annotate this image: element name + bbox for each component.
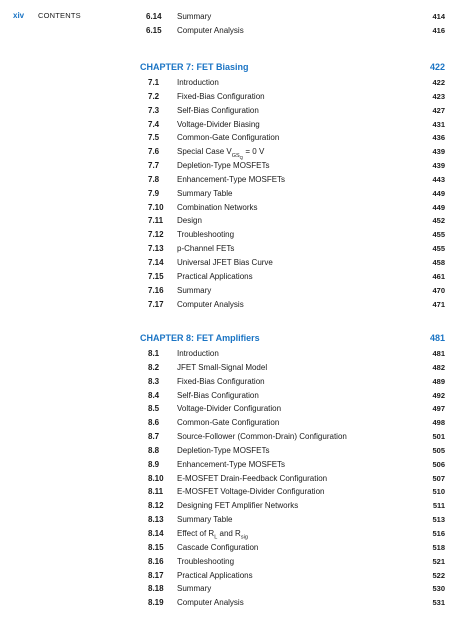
- chapter-title: CHAPTER 8: FET Amplifiers: [140, 333, 260, 343]
- entry-page: 455: [432, 230, 445, 240]
- entry-title-subscript: L: [214, 534, 218, 541]
- entry-page: 489: [432, 376, 445, 386]
- entry-page: 522: [432, 570, 445, 580]
- entry-number: 8.1: [148, 349, 160, 358]
- entry-title: Depletion-Type MOSFETs: [177, 161, 270, 171]
- entry-title: Universal JFET Bias Curve: [177, 257, 273, 267]
- entry-page: 455: [432, 244, 445, 254]
- entry-number: 8.15: [148, 542, 164, 552]
- toc-entry[interactable]: [0, 173, 475, 187]
- toc-entry[interactable]: [0, 361, 475, 375]
- entry-number: 7.3: [148, 105, 160, 115]
- entry-number: 8.9: [148, 459, 160, 469]
- entry-page: 458: [432, 257, 445, 267]
- entry-title: Combination Networks: [177, 202, 258, 212]
- entry-title: Voltage-Divider Configuration: [177, 404, 282, 414]
- toc-entry[interactable]: [0, 228, 475, 242]
- entry-title: Introduction: [177, 349, 219, 358]
- toc-entry[interactable]: [0, 541, 475, 555]
- toc-entry[interactable]: [0, 416, 475, 430]
- toc-section-chapter6-tail: [0, 10, 475, 38]
- toc-entry[interactable]: [0, 90, 475, 104]
- toc-entry[interactable]: [0, 499, 475, 513]
- entry-title: Practical Applications: [177, 570, 253, 580]
- entry-number: 8.2: [148, 362, 160, 372]
- entry-number: 8.13: [148, 515, 164, 525]
- entry-page: 506: [432, 459, 445, 469]
- entry-number: 8.8: [148, 445, 160, 455]
- toc-entry[interactable]: [0, 10, 475, 24]
- entry-title: E-MOSFET Drain-Feedback Configuration: [177, 473, 328, 483]
- entry-number: 8.7: [148, 432, 160, 442]
- entry-title: Practical Applications: [177, 271, 253, 281]
- toc-entry[interactable]: [0, 375, 475, 389]
- entry-page: 439: [432, 161, 445, 171]
- entry-number: 8.18: [148, 584, 164, 594]
- entry-title: Design: [177, 216, 202, 226]
- entry-page: 471: [432, 299, 445, 309]
- entry-page: 492: [432, 390, 445, 400]
- entry-number: 8.12: [148, 501, 164, 511]
- entry-page: 482: [432, 362, 445, 372]
- entry-number: 7.13: [148, 244, 164, 254]
- toc-entry[interactable]: [0, 298, 475, 312]
- entry-title: Self-Bias Configuration: [177, 390, 259, 400]
- entry-page: 501: [432, 432, 445, 442]
- entry-number: 7.17: [148, 299, 164, 309]
- entry-title: Source-Follower (Common-Drain) Configuration: [177, 432, 347, 442]
- toc-entry[interactable]: [0, 76, 475, 90]
- entry-title: Self-Bias Configuration: [177, 105, 259, 115]
- entry-number: 8.3: [148, 376, 160, 386]
- toc-entry[interactable]: [0, 569, 475, 583]
- toc-entry[interactable]: [0, 596, 475, 610]
- chapter-heading[interactable]: [0, 333, 475, 347]
- entry-number: 8.6: [148, 418, 160, 428]
- entry-title-subscript: GS: [231, 152, 240, 159]
- entry-page: 530: [432, 584, 445, 594]
- entry-title: Computer Analysis: [177, 299, 244, 309]
- entry-title: [177, 145, 264, 159]
- toc-entry[interactable]: [0, 145, 475, 159]
- entry-page: 439: [432, 147, 445, 157]
- entry-number: 8.14: [148, 528, 164, 538]
- entry-number: 7.7: [148, 161, 160, 171]
- entry-title: Fixed-Bias Configuration: [177, 91, 265, 101]
- toc-entry[interactable]: [0, 513, 475, 527]
- entry-title-text: Special Case V: [177, 147, 232, 157]
- entry-title-subsubscript: Q: [239, 154, 244, 160]
- entry-title: Summary: [177, 584, 212, 594]
- entry-page: 461: [432, 271, 445, 281]
- toc-entry[interactable]: [0, 472, 475, 486]
- page-number: xiv: [13, 11, 25, 20]
- entry-number: 7.5: [148, 133, 160, 143]
- entry-number: 7.14: [148, 257, 164, 267]
- entry-title: Summary Table: [177, 515, 233, 525]
- entry-page: 531: [432, 598, 445, 608]
- toc-entry[interactable]: [0, 444, 475, 458]
- entry-page: 436: [432, 133, 445, 143]
- entry-page: 505: [432, 445, 445, 455]
- entry-title: Fixed-Bias Configuration: [177, 376, 265, 386]
- entry-title-text: and R: [217, 528, 241, 538]
- entry-number: 7.11: [148, 216, 164, 226]
- chapter-page: 481: [429, 333, 445, 343]
- chapter-heading[interactable]: [0, 62, 475, 76]
- entry-title: Summary: [177, 12, 212, 21]
- entry-title: Computer Analysis: [177, 25, 244, 35]
- toc-entry[interactable]: [0, 242, 475, 256]
- entry-page: 422: [432, 78, 445, 87]
- entry-number: 6.14: [146, 12, 162, 21]
- toc-entry[interactable]: [0, 24, 475, 38]
- entry-title: Common-Gate Configuration: [177, 133, 280, 143]
- entry-number: 7.10: [148, 202, 164, 212]
- toc-entry[interactable]: [0, 284, 475, 298]
- toc-entry[interactable]: [0, 485, 475, 499]
- entry-page: 507: [432, 473, 445, 483]
- toc-entry[interactable]: [0, 118, 475, 132]
- chapter-page: 422: [429, 62, 445, 72]
- entry-page: 516: [432, 528, 445, 538]
- entry-number: 7.15: [148, 271, 164, 281]
- toc-entry[interactable]: [0, 582, 475, 596]
- entry-page: 470: [432, 285, 445, 295]
- toc-entry[interactable]: [0, 458, 475, 472]
- entry-page: 443: [432, 174, 445, 184]
- toc-entry[interactable]: [0, 389, 475, 403]
- entry-page: 414: [432, 12, 445, 21]
- entry-title: Troubleshooting: [177, 556, 235, 566]
- entry-title: [177, 527, 248, 541]
- entry-title: Voltage-Divider Biasing: [177, 119, 260, 129]
- toc-entry[interactable]: [0, 131, 475, 145]
- entry-title-text: Effect of R: [177, 528, 215, 538]
- toc-entry[interactable]: [0, 527, 475, 541]
- entry-number: 7.4: [148, 119, 160, 129]
- entry-number: 7.12: [148, 230, 164, 240]
- entry-page: 449: [432, 188, 445, 198]
- entry-title: Summary: [177, 285, 212, 295]
- entry-page: 449: [432, 202, 445, 212]
- entry-number: 6.15: [146, 25, 162, 35]
- entry-number: 7.9: [148, 188, 160, 198]
- toc-section-chapter7: [0, 62, 475, 311]
- chapter-title: CHAPTER 7: FET Biasing: [140, 62, 249, 72]
- entry-page: 510: [432, 487, 445, 497]
- entry-title: Summary Table: [177, 188, 233, 198]
- entry-title: Cascade Configuration: [177, 542, 259, 552]
- entry-number: 8.4: [148, 390, 160, 400]
- entry-title: p-Channel FETs: [177, 244, 235, 254]
- toc-entry[interactable]: [0, 270, 475, 284]
- entry-number: 7.1: [148, 78, 160, 87]
- entry-title: Introduction: [177, 78, 219, 87]
- entry-title: Troubleshooting: [177, 230, 235, 240]
- entry-page: 497: [432, 404, 445, 414]
- toc-entry[interactable]: [0, 104, 475, 118]
- toc-entry[interactable]: [0, 555, 475, 569]
- toc-entry[interactable]: [0, 214, 475, 228]
- entry-number: 8.17: [148, 570, 164, 580]
- entry-page: 521: [432, 556, 445, 566]
- entry-number: 7.8: [148, 174, 160, 184]
- entry-number: 8.11: [148, 487, 164, 497]
- toc-entry[interactable]: [0, 187, 475, 201]
- running-head: CONTENTS: [38, 11, 81, 20]
- entry-title: E-MOSFET Voltage-Divider Configuration: [177, 487, 325, 497]
- entry-title: JFET Small-Signal Model: [177, 362, 268, 372]
- entry-title: Computer Analysis: [177, 598, 244, 608]
- toc-entry[interactable]: [0, 430, 475, 444]
- toc-entry[interactable]: [0, 402, 475, 416]
- toc-entry[interactable]: [0, 256, 475, 270]
- entry-title: Common-Gate Configuration: [177, 418, 280, 428]
- entry-number: 7.16: [148, 285, 164, 295]
- entry-page: 431: [432, 119, 445, 129]
- entry-page: 427: [432, 105, 445, 115]
- entry-title-subscript: sig: [240, 534, 248, 541]
- toc-entry[interactable]: [0, 347, 475, 361]
- entry-page: 416: [432, 25, 445, 35]
- entry-page: 452: [432, 216, 445, 226]
- entry-page: 498: [432, 418, 445, 428]
- entry-number: 8.5: [148, 404, 160, 414]
- toc-entry[interactable]: [0, 201, 475, 215]
- entry-number: 8.10: [148, 473, 164, 483]
- entry-page: 423: [432, 91, 445, 101]
- entry-number: 8.19: [148, 598, 164, 608]
- entry-number: 8.16: [148, 556, 164, 566]
- entry-number: 7.6: [148, 147, 160, 157]
- entry-title: Enhancement-Type MOSFETs: [177, 174, 286, 184]
- toc-section-chapter8: [0, 333, 475, 610]
- entry-page: 518: [432, 542, 445, 552]
- entry-title-text: = 0 V: [243, 147, 265, 157]
- toc-entry[interactable]: [0, 159, 475, 173]
- entry-page: 481: [432, 349, 445, 358]
- entry-page: 511: [432, 501, 445, 511]
- entry-title: Enhancement-Type MOSFETs: [177, 459, 286, 469]
- entry-page: 513: [432, 515, 445, 525]
- entry-title: Depletion-Type MOSFETs: [177, 445, 270, 455]
- entry-title: Designing FET Amplifier Networks: [177, 501, 299, 511]
- entry-number: 7.2: [148, 91, 160, 101]
